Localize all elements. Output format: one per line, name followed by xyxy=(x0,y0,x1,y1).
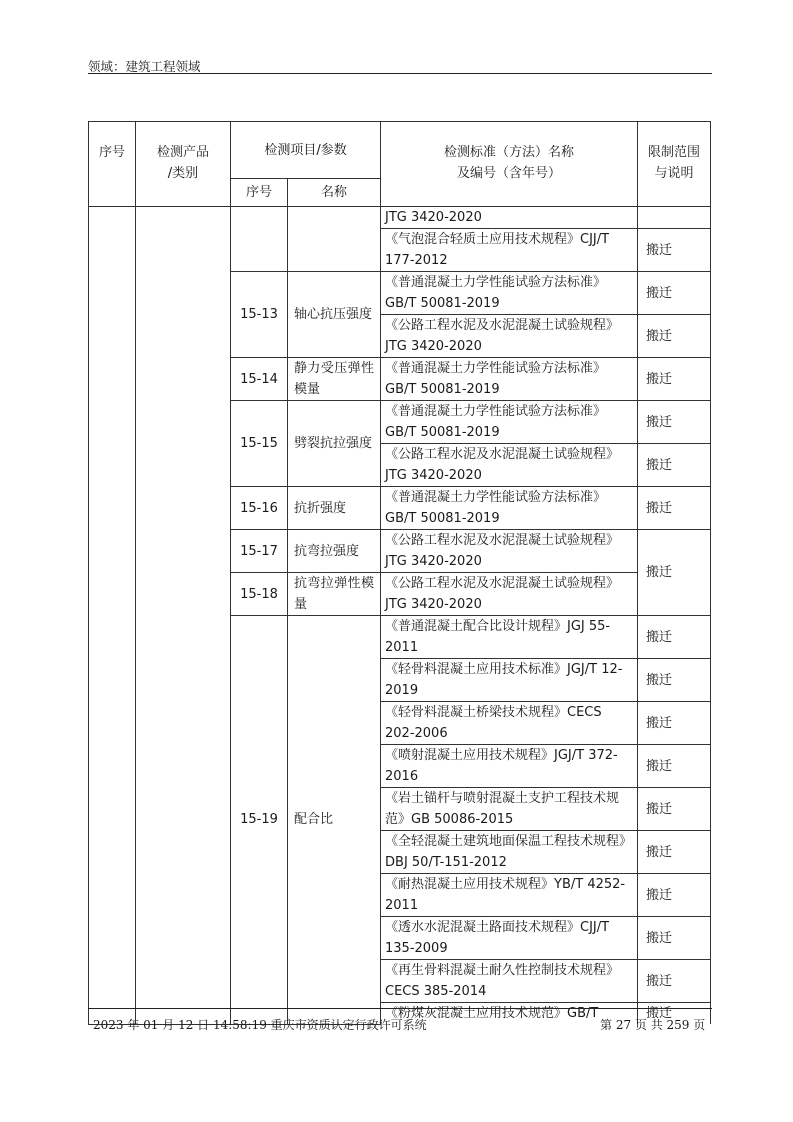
page-header-domain: 领域：建筑工程领域 xyxy=(88,59,201,74)
item-no-cell: 15-13 xyxy=(231,272,288,358)
limit-cell: 搬迁 xyxy=(638,616,711,659)
standard-cell: 《公路工程水泥及水泥混凝土试验规程》JTG 3420-2020 xyxy=(381,530,638,573)
limit-cell: 搬迁 xyxy=(638,401,711,444)
col-header-standard: 检测标准（方法）名称 及编号（含年号） xyxy=(381,122,638,207)
standard-cell: 《耐热混凝土应用技术规程》YB/T 4252-2011 xyxy=(381,874,638,917)
limit-cell: 搬迁 xyxy=(638,702,711,745)
standard-cell: 《普通混凝土配合比设计规程》JGJ 55-2011 xyxy=(381,616,638,659)
limit-cell xyxy=(638,207,711,229)
standard-cell: 《喷射混凝土应用技术规程》JGJ/T 372-2016 xyxy=(381,745,638,788)
limit-cell: 搬迁 xyxy=(638,659,711,702)
standard-cell: 《透水水泥混凝土路面技术规程》CJJ/T 135-2009 xyxy=(381,917,638,960)
item-name-cell: 抗弯拉强度 xyxy=(288,530,381,573)
item-name-cell: 劈裂抗拉强度 xyxy=(288,401,381,487)
item-name-cell: 配合比 xyxy=(288,616,381,1025)
seq-cell xyxy=(89,207,136,1025)
standard-cell: 《普通混凝土力学性能试验方法标准》GB/T 50081-2019 xyxy=(381,401,638,444)
item-no-cell: 15-16 xyxy=(231,487,288,530)
limit-cell: 搬迁 xyxy=(638,358,711,401)
item-no-cell xyxy=(231,207,288,272)
item-no-cell: 15-19 xyxy=(231,616,288,1025)
item-no-cell: 15-14 xyxy=(231,358,288,401)
table-row xyxy=(89,207,711,229)
limit-cell: 搬迁 xyxy=(638,831,711,874)
footer-timestamp-system: 2023 年 01 月 12 日 14:58:19 重庆市资质认定行政许可系统 xyxy=(93,1018,427,1032)
limit-cell: 搬迁 xyxy=(638,874,711,917)
limit-cell: 搬迁 xyxy=(638,229,711,272)
standard-cell: 《公路工程水泥及水泥混凝土试验规程》JTG 3420-2020 xyxy=(381,315,638,358)
inspection-table xyxy=(88,121,711,1025)
standard-cell: 《岩土锚杆与喷射混凝土支护工程技术规范》GB 50086-2015 xyxy=(381,788,638,831)
col-header-item-seq: 序号 xyxy=(231,179,288,207)
standard-cell: 《全轻混凝土建筑地面保温工程技术规程》DBJ 50/T-151-2012 xyxy=(381,831,638,874)
col-header-item-name: 名称 xyxy=(288,179,381,207)
limit-cell: 搬迁 xyxy=(638,1003,711,1025)
limit-cell: 搬迁 xyxy=(638,960,711,1003)
col-header-item-group: 检测项目/参数 xyxy=(231,122,381,179)
limit-cell: 搬迁 xyxy=(638,315,711,358)
item-no-cell: 15-18 xyxy=(231,573,288,616)
standard-cell: 《轻骨料混凝土应用技术标准》JGJ/T 12-2019 xyxy=(381,659,638,702)
standard-cell: 《普通混凝土力学性能试验方法标准》GB/T 50081-2019 xyxy=(381,272,638,315)
limit-cell: 搬迁 xyxy=(638,917,711,960)
standard-cell: 《普通混凝土力学性能试验方法标准》GB/T 50081-2019 xyxy=(381,487,638,530)
header-divider xyxy=(88,73,712,74)
limit-cell: 搬迁 xyxy=(638,487,711,530)
col-header-limit: 限制范围 与说明 xyxy=(638,122,711,207)
footer-divider xyxy=(88,1008,712,1009)
standard-cell: 《气泡混合轻质土应用技术规程》CJJ/T 177-2012 xyxy=(381,229,638,272)
item-name-cell xyxy=(288,207,381,272)
limit-cell: 搬迁 xyxy=(638,530,711,616)
limit-cell: 搬迁 xyxy=(638,788,711,831)
limit-cell: 搬迁 xyxy=(638,272,711,315)
standard-cell: JTG 3420-2020 xyxy=(381,207,638,229)
standard-cell: 《粉煤灰混凝土应用技术规范》GB/T xyxy=(381,1003,638,1025)
col-header-category: 检测产品 /类别 xyxy=(136,122,231,207)
standard-cell: 《轻骨料混凝土桥梁技术规程》CECS 202-2006 xyxy=(381,702,638,745)
item-name-cell: 抗弯拉弹性模量 xyxy=(288,573,381,616)
item-no-cell: 15-17 xyxy=(231,530,288,573)
item-name-cell: 静力受压弹性模量 xyxy=(288,358,381,401)
item-no-cell: 15-15 xyxy=(231,401,288,487)
limit-cell: 搬迁 xyxy=(638,444,711,487)
limit-cell: 搬迁 xyxy=(638,745,711,788)
footer-page-info: 第 27 页 共 259 页 xyxy=(600,1018,706,1032)
standard-cell: 《普通混凝土力学性能试验方法标准》GB/T 50081-2019 xyxy=(381,358,638,401)
item-name-cell: 抗折强度 xyxy=(288,487,381,530)
standard-cell: 《公路工程水泥及水泥混凝土试验规程》JTG 3420-2020 xyxy=(381,573,638,616)
item-name-cell: 轴心抗压强度 xyxy=(288,272,381,358)
standard-cell: 《公路工程水泥及水泥混凝土试验规程》JTG 3420-2020 xyxy=(381,444,638,487)
col-header-seq: 序号 xyxy=(89,122,136,207)
category-cell xyxy=(136,207,231,1025)
standard-cell: 《再生骨料混凝土耐久性控制技术规程》CECS 385-2014 xyxy=(381,960,638,1003)
